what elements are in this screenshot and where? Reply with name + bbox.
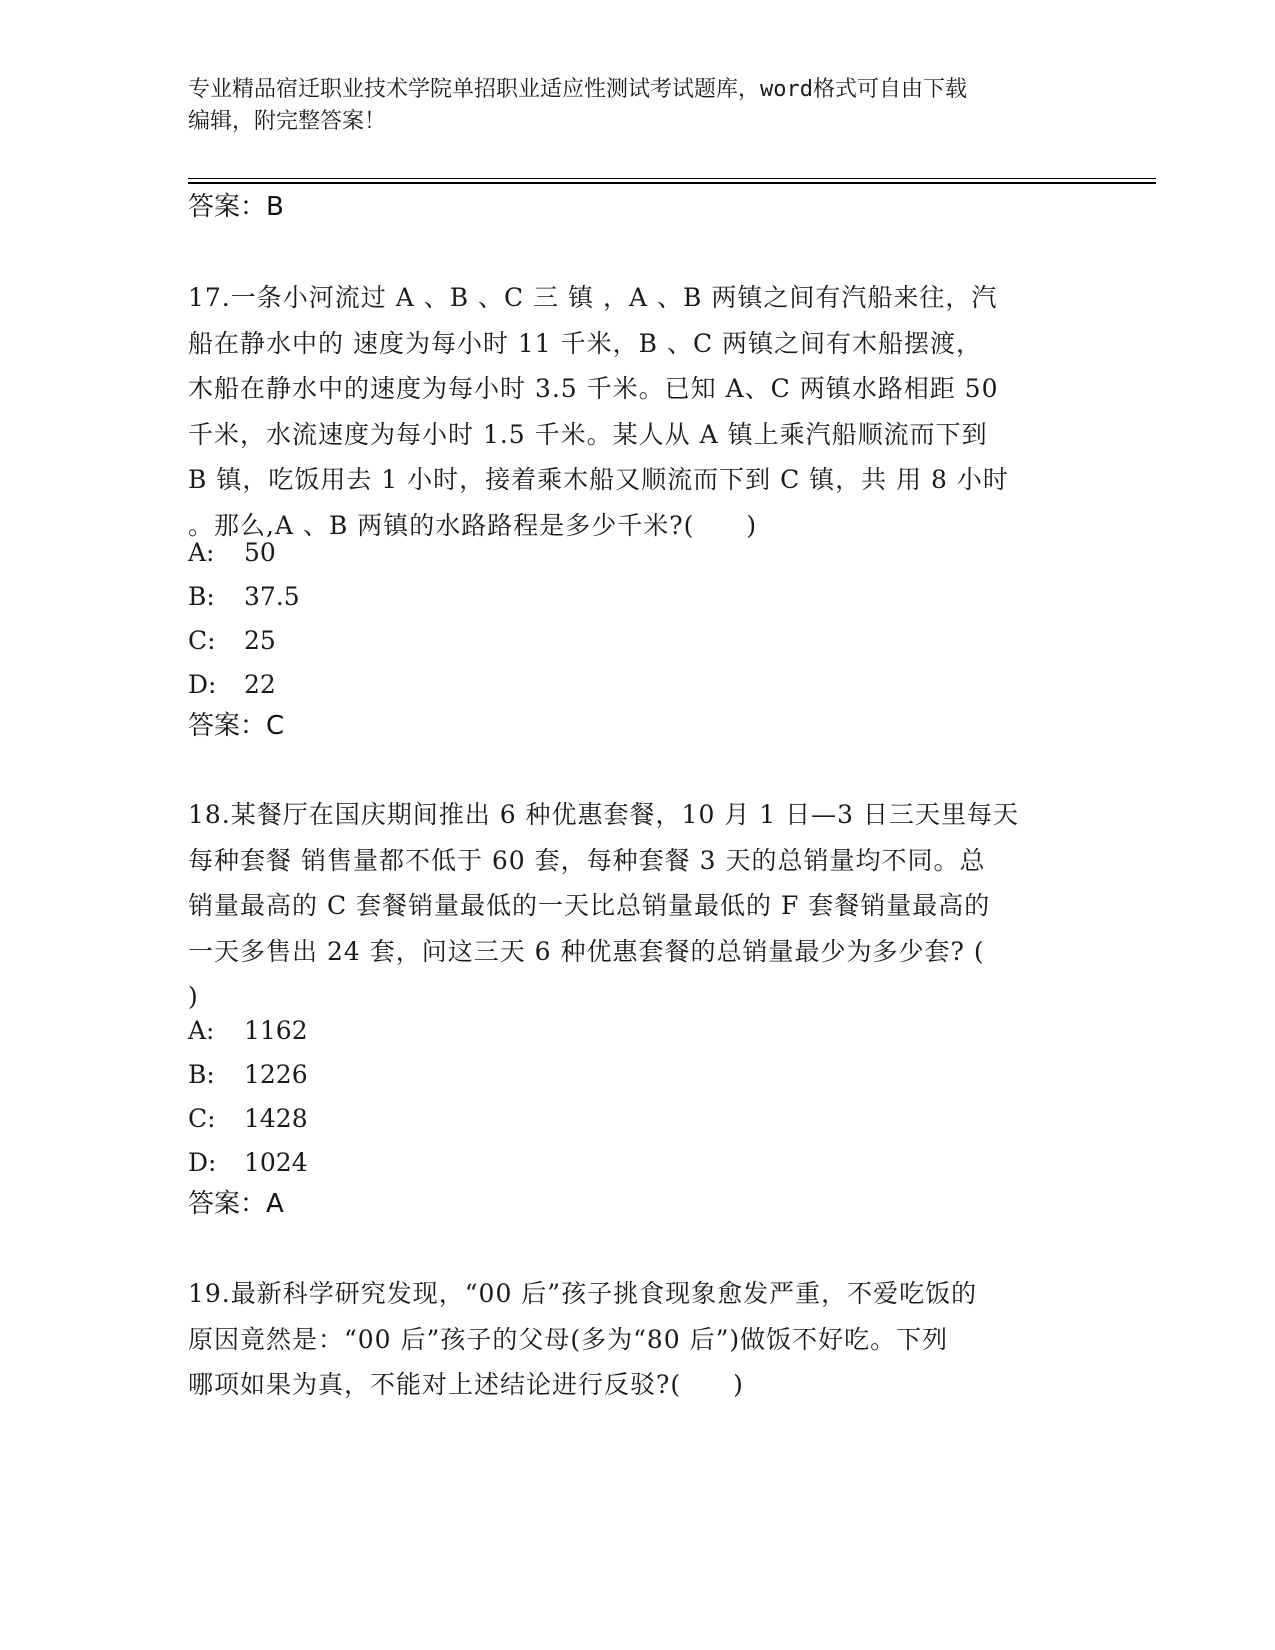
option-value: 1428	[244, 1104, 308, 1133]
option-value: 25	[244, 626, 276, 655]
q18-option-a	[188, 1014, 308, 1048]
option-value: 1024	[244, 1148, 308, 1177]
option-key: D:	[188, 670, 217, 699]
question-19	[188, 1271, 1088, 1408]
header-line-2: 编辑，附完整答案！	[188, 109, 387, 134]
question-18-line: )	[188, 982, 199, 1011]
question-17-line: 千米，水流速度为每小时 1.5 千米。某人从 A 镇上乘汽船顺流而下到	[188, 419, 988, 449]
option-value: 1162	[244, 1016, 308, 1045]
header-divider-thick	[188, 182, 1156, 184]
option-key: C:	[188, 626, 216, 655]
option-key: B:	[188, 582, 215, 611]
option-value: 37.5	[244, 582, 300, 611]
q18-option-d	[188, 1146, 308, 1180]
question-19-line: 19.最新科学研究发现，“00 后”孩子挑食现象愈发严重，不爱吃饭的	[188, 1279, 978, 1308]
question-17-line: 17.一条小河流过 A 、B 、C 三 镇 ，A 、B 两镇之间有汽船来往，汽	[188, 283, 998, 312]
question-17-line: 船在静水中的 速度为每小时 11 千米，B 、C 两镇之间有木船摆渡，	[188, 328, 983, 358]
option-value: 1226	[244, 1060, 308, 1089]
question-18-line: 18.某餐厅在国庆期间推出 6 种优惠套餐，10 月 1 日—3 日三天里每天	[188, 800, 1019, 829]
option-key: C:	[188, 1104, 216, 1133]
q17-option-a	[188, 536, 276, 570]
q17-option-b	[188, 580, 300, 614]
question-17-line: B 镇，吃饭用去 1 小时，接着乘木船又顺流而下到 C 镇，共 用 8 小时	[188, 465, 1009, 494]
question-18-line: 销量最高的 C 套餐销量最低的一天比总销量最低的 F 套餐销量最高的	[188, 891, 991, 920]
option-key: D:	[188, 1148, 217, 1177]
answer-17: 答案：C	[188, 711, 285, 741]
option-value: 22	[244, 670, 276, 699]
page-header	[188, 74, 1088, 138]
answer-18: 答案：A	[188, 1189, 284, 1219]
header-divider-thin	[188, 178, 1156, 179]
header-line-1: 专业精品宿迁职业技术学院单招职业适应性测试考试题库，word格式可自由下载	[188, 77, 967, 102]
option-key: B:	[188, 1060, 215, 1089]
q17-option-c	[188, 624, 276, 658]
question-17-line: 。那么,A 、B 两镇的水路路程是多少千米?( )	[188, 510, 758, 540]
q17-option-d	[188, 668, 276, 702]
answer-16: 答案：B	[188, 192, 284, 222]
q18-option-c	[188, 1102, 308, 1136]
question-19-line: 原因竟然是：“00 后”孩子的父母(多为“80 后”)做饭不好吃。下列	[188, 1324, 949, 1354]
question-19-line: 哪项如果为真，不能对上述结论进行反驳?( )	[188, 1370, 744, 1399]
option-value: 50	[244, 538, 276, 567]
option-key: A:	[188, 1016, 215, 1045]
question-17	[188, 275, 1088, 548]
option-key: A:	[188, 538, 215, 567]
q18-option-b	[188, 1058, 308, 1092]
question-17-line: 木船在静水中的速度为每小时 3.5 千米。已知 A、C 两镇水路相距 50	[188, 374, 999, 403]
question-18	[188, 792, 1088, 1020]
question-18-line: 每种套餐 销售量都不低于 60 套，每种套餐 3 天的总销量均不同。总	[188, 845, 986, 875]
question-18-line: 一天多售出 24 套，问这三天 6 种优惠套餐的总销量最少为多少套? (	[188, 936, 985, 966]
